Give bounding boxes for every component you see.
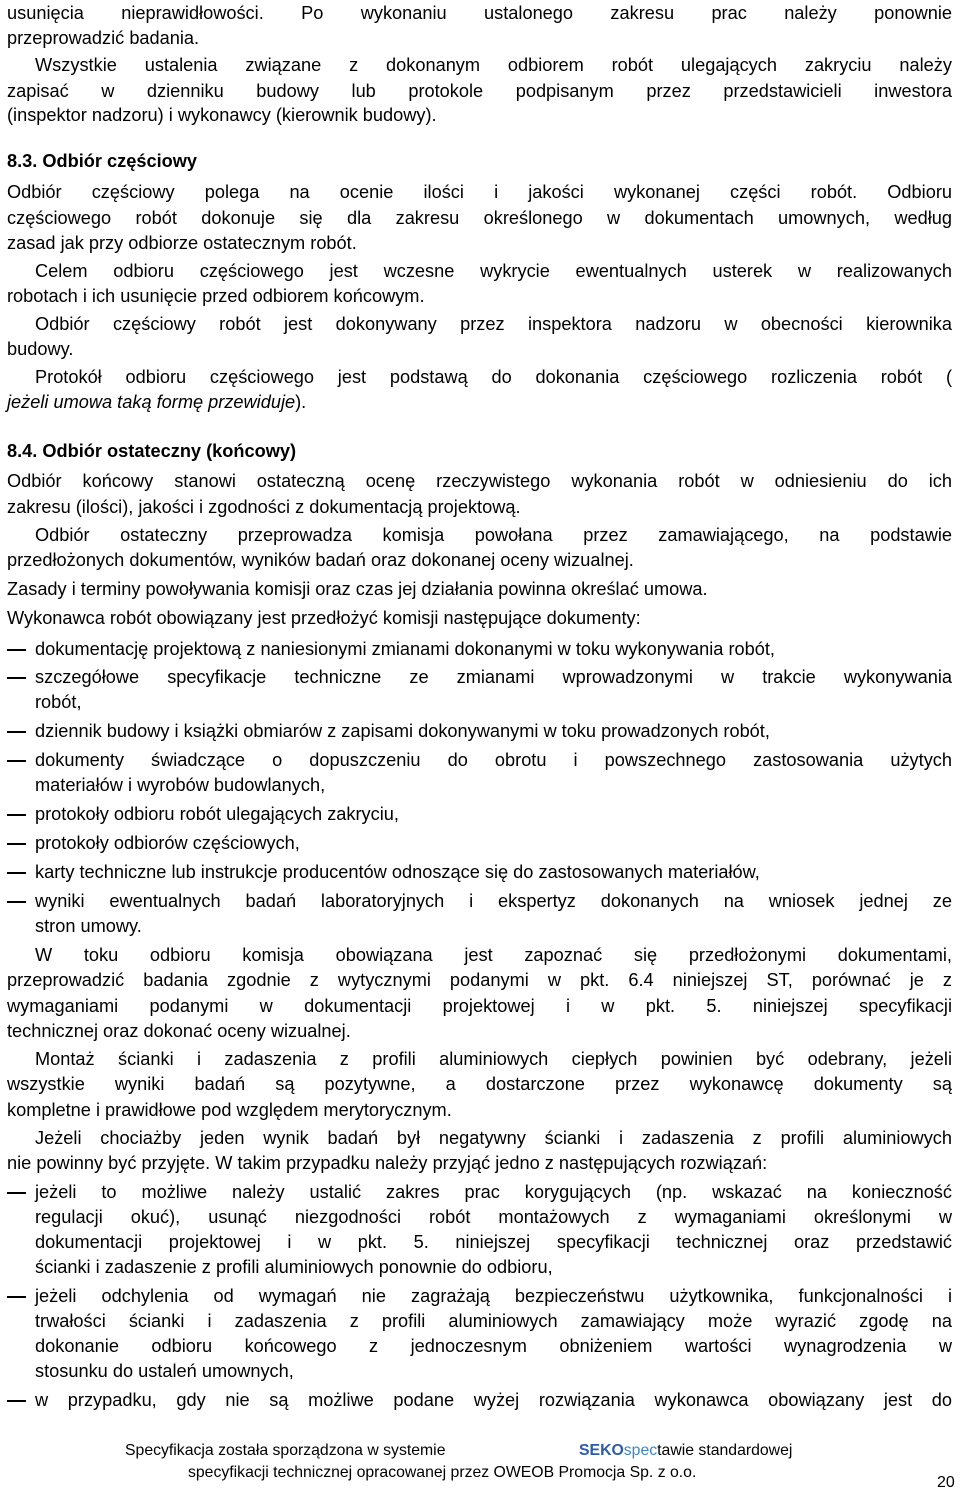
list-item: dokumentację projektową z naniesionymi zmianami dokonanymi w toku wykonywania robót,: [35, 639, 775, 659]
dash-bullet: [7, 718, 27, 744]
body-line: Montaż ścianki i zadaszenia z profili aluminiowych ciepłych powinien być odebrany, jeżeli: [35, 1049, 952, 1069]
list-item-cont: stron umowy.: [35, 916, 142, 936]
list-item-cont: robót,: [35, 692, 82, 712]
list-item-cont: stosunku do ustaleń umownych,: [35, 1361, 294, 1381]
dash-bullet: [7, 1283, 27, 1309]
dash-bullet: [7, 859, 27, 885]
brand-tail: tawie standardowej: [657, 1442, 793, 1459]
body-line: Odbiór częściowy robót jest dokonywany przez inspektora nadzoru w obecności kierownika: [35, 314, 952, 334]
brand-logo: [579, 1440, 792, 1462]
body-line: robotach i ich usunięcie przed odbiorem końcowym.: [7, 286, 425, 306]
section-heading-8-4: 8.4. Odbiór ostateczny (końcowy): [7, 441, 297, 461]
body-line: przeprowadzić badania zgodnie z wytycznymi podanymi w pkt. 6.4 niniejszej ST, porównać je z: [7, 970, 952, 990]
dash-bullet: [7, 664, 27, 690]
closing-text: ).: [295, 392, 307, 412]
dash-bullet: [7, 888, 27, 914]
list-item-cont: regulacji okuć), usunąć niezgodności robót montażowych z wymaganiami określonymi w: [35, 1207, 952, 1227]
list-item: karty techniczne lub instrukcje producentów odnoszące się do zastosowanych materiałów,: [35, 862, 760, 882]
body-line: technicznej oraz dokonać oceny wizualnej.: [7, 1021, 351, 1041]
list-item: jeżeli to możliwe należy ustalić zakres prac korygujących (np. wskazać na konieczność: [35, 1182, 952, 1202]
body-line: Protokół odbioru częściowego jest podstawą do dokonania częściowego rozliczenia robót (: [35, 367, 952, 387]
body-line: Zasady i terminy powoływania komisji oraz czas jej działania powinna określać umowa.: [7, 579, 708, 599]
dash-bullet: [7, 747, 27, 773]
body-line: [7, 389, 306, 415]
list-item: jeżeli odchylenia od wymagań nie zagrażają bezpieczeństwu użytkownika, funkcjonalności i: [35, 1286, 952, 1306]
footer-line-1: Specyfikacja została sporządzona w systemie: [125, 1442, 446, 1459]
list-item: dziennik budowy i książki obmiarów z zapisami dokonywanymi w toku prowadzonych robót,: [35, 721, 770, 741]
body-line: Wszystkie ustalenia związane z dokonanym odbiorem robót ulegających zakryciu należy: [35, 55, 952, 75]
footer-line-2: specyfikacji technicznej opracowanej przez OWEOB Promocja Sp. z o.o.: [188, 1464, 697, 1481]
section-heading-8-3: 8.3. Odbiór częściowy: [7, 151, 198, 171]
body-line: zakresu (ilości), jakości i zgodności z dokumentacją projektową.: [7, 497, 521, 517]
brand-part-spec: spec: [623, 1442, 658, 1459]
body-line: przeprowadzić badania.: [7, 28, 200, 48]
body-line: Wykonawca robót obowiązany jest przedłożyć komisji następujące dokumenty:: [7, 608, 641, 628]
body-line: wymaganiami podanymi w dokumentacji projektowej i w pkt. 5. niniejszej specyfikacji: [7, 996, 952, 1016]
dash-bullet: [7, 1387, 27, 1413]
body-line: Jeżeli chociażby jeden wynik badań był negatywny ścianki i zadaszenia z profili aluminiowych: [35, 1128, 952, 1148]
body-line: W toku odbioru komisja obowiązana jest zapoznać się przedłożonymi dokumentami,: [35, 945, 952, 965]
body-line: zapisać w dzienniku budowy lub protokole podpisanym przez przedstawicieli inwestora: [7, 81, 952, 101]
italic-phrase: jeżeli umowa taką formę przewiduje: [7, 392, 296, 412]
list-item-cont: materiałów i wyrobów budowlanych,: [35, 775, 326, 795]
body-line: zasad jak przy odbiorze ostatecznym robót.: [7, 233, 357, 253]
body-line: usunięcia nieprawidłowości. Po wykonaniu ustalonego zakresu prac należy ponownie: [7, 3, 952, 23]
list-item-cont: ścianki i zadaszenie z profili aluminiowych ponownie do odbioru,: [35, 1257, 553, 1277]
dash-bullet: [7, 1179, 27, 1205]
list-item-cont: trwałości ścianki i zadaszenia z profili aluminiowych zamawiający może wyrazić zgodę na: [35, 1311, 952, 1331]
body-line: wszystkie wyniki badań są pozytywne, a dostarczone przez wykonawcę dokumenty są: [7, 1074, 952, 1094]
dash-bullet: [7, 801, 27, 827]
list-item: protokoły odbiorów częściowych,: [35, 833, 300, 853]
body-line: (inspektor nadzoru) i wykonawcy (kierownik budowy).: [7, 105, 437, 125]
body-line: nie powinny być przyjęte. W takim przypadku należy przyjąć jedno z następujących rozwiązań:: [7, 1153, 768, 1173]
list-item: szczegółowe specyfikacje techniczne ze zmianami wprowadzonymi w trakcie wykonywania: [35, 667, 952, 687]
list-item: protokoły odbioru robót ulegających zakryciu,: [35, 804, 399, 824]
body-line: przedłożonych dokumentów, wyników badań oraz dokonanej oceny wizualnej.: [7, 550, 634, 570]
list-item: wyniki ewentualnych badań laboratoryjnych i ekspertyz dokonanych na wniosek jednej ze: [35, 891, 952, 911]
dash-bullet: [7, 636, 27, 662]
body-line: Odbiór częściowy polega na ocenie ilości i jakości wykonanej części robót. Odbioru: [7, 182, 952, 202]
list-item-cont: dokumentacji projektowej i w pkt. 5. niniejszej specyfikacji technicznej oraz przedstawić: [35, 1232, 952, 1252]
body-line: kompletne i prawidłowe pod względem merytorycznym.: [7, 1100, 452, 1120]
brand-part-seko: SEKO: [579, 1442, 624, 1459]
body-line: częściowego robót dokonuje się dla zakresu określonego w dokumentach umownych, według: [7, 208, 952, 228]
list-item: dokumenty świadczące o dopuszczeniu do obrotu i powszechnego zastosowania użytych: [35, 750, 952, 770]
dash-bullet: [7, 830, 27, 856]
body-line: budowy.: [7, 339, 74, 359]
body-line: Odbiór ostateczny przeprowadza komisja powołana przez zamawiającego, na podstawie: [35, 525, 952, 545]
body-line: Odbiór końcowy stanowi ostateczną ocenę rzeczywistego wykonania robót w odniesieniu do ich: [7, 471, 952, 491]
page-number: 20: [937, 1474, 955, 1491]
list-item: w przypadku, gdy nie są możliwe podane wyżej rozwiązania wykonawca obowiązany jest do: [35, 1390, 952, 1410]
body-line: Celem odbioru częściowego jest wczesne wykrycie ewentualnych usterek w realizowanych: [35, 261, 952, 281]
list-item-cont: dokonanie odbioru końcowego z jednoczesnym obniżeniem wartości wynagrodzenia w: [35, 1336, 952, 1356]
